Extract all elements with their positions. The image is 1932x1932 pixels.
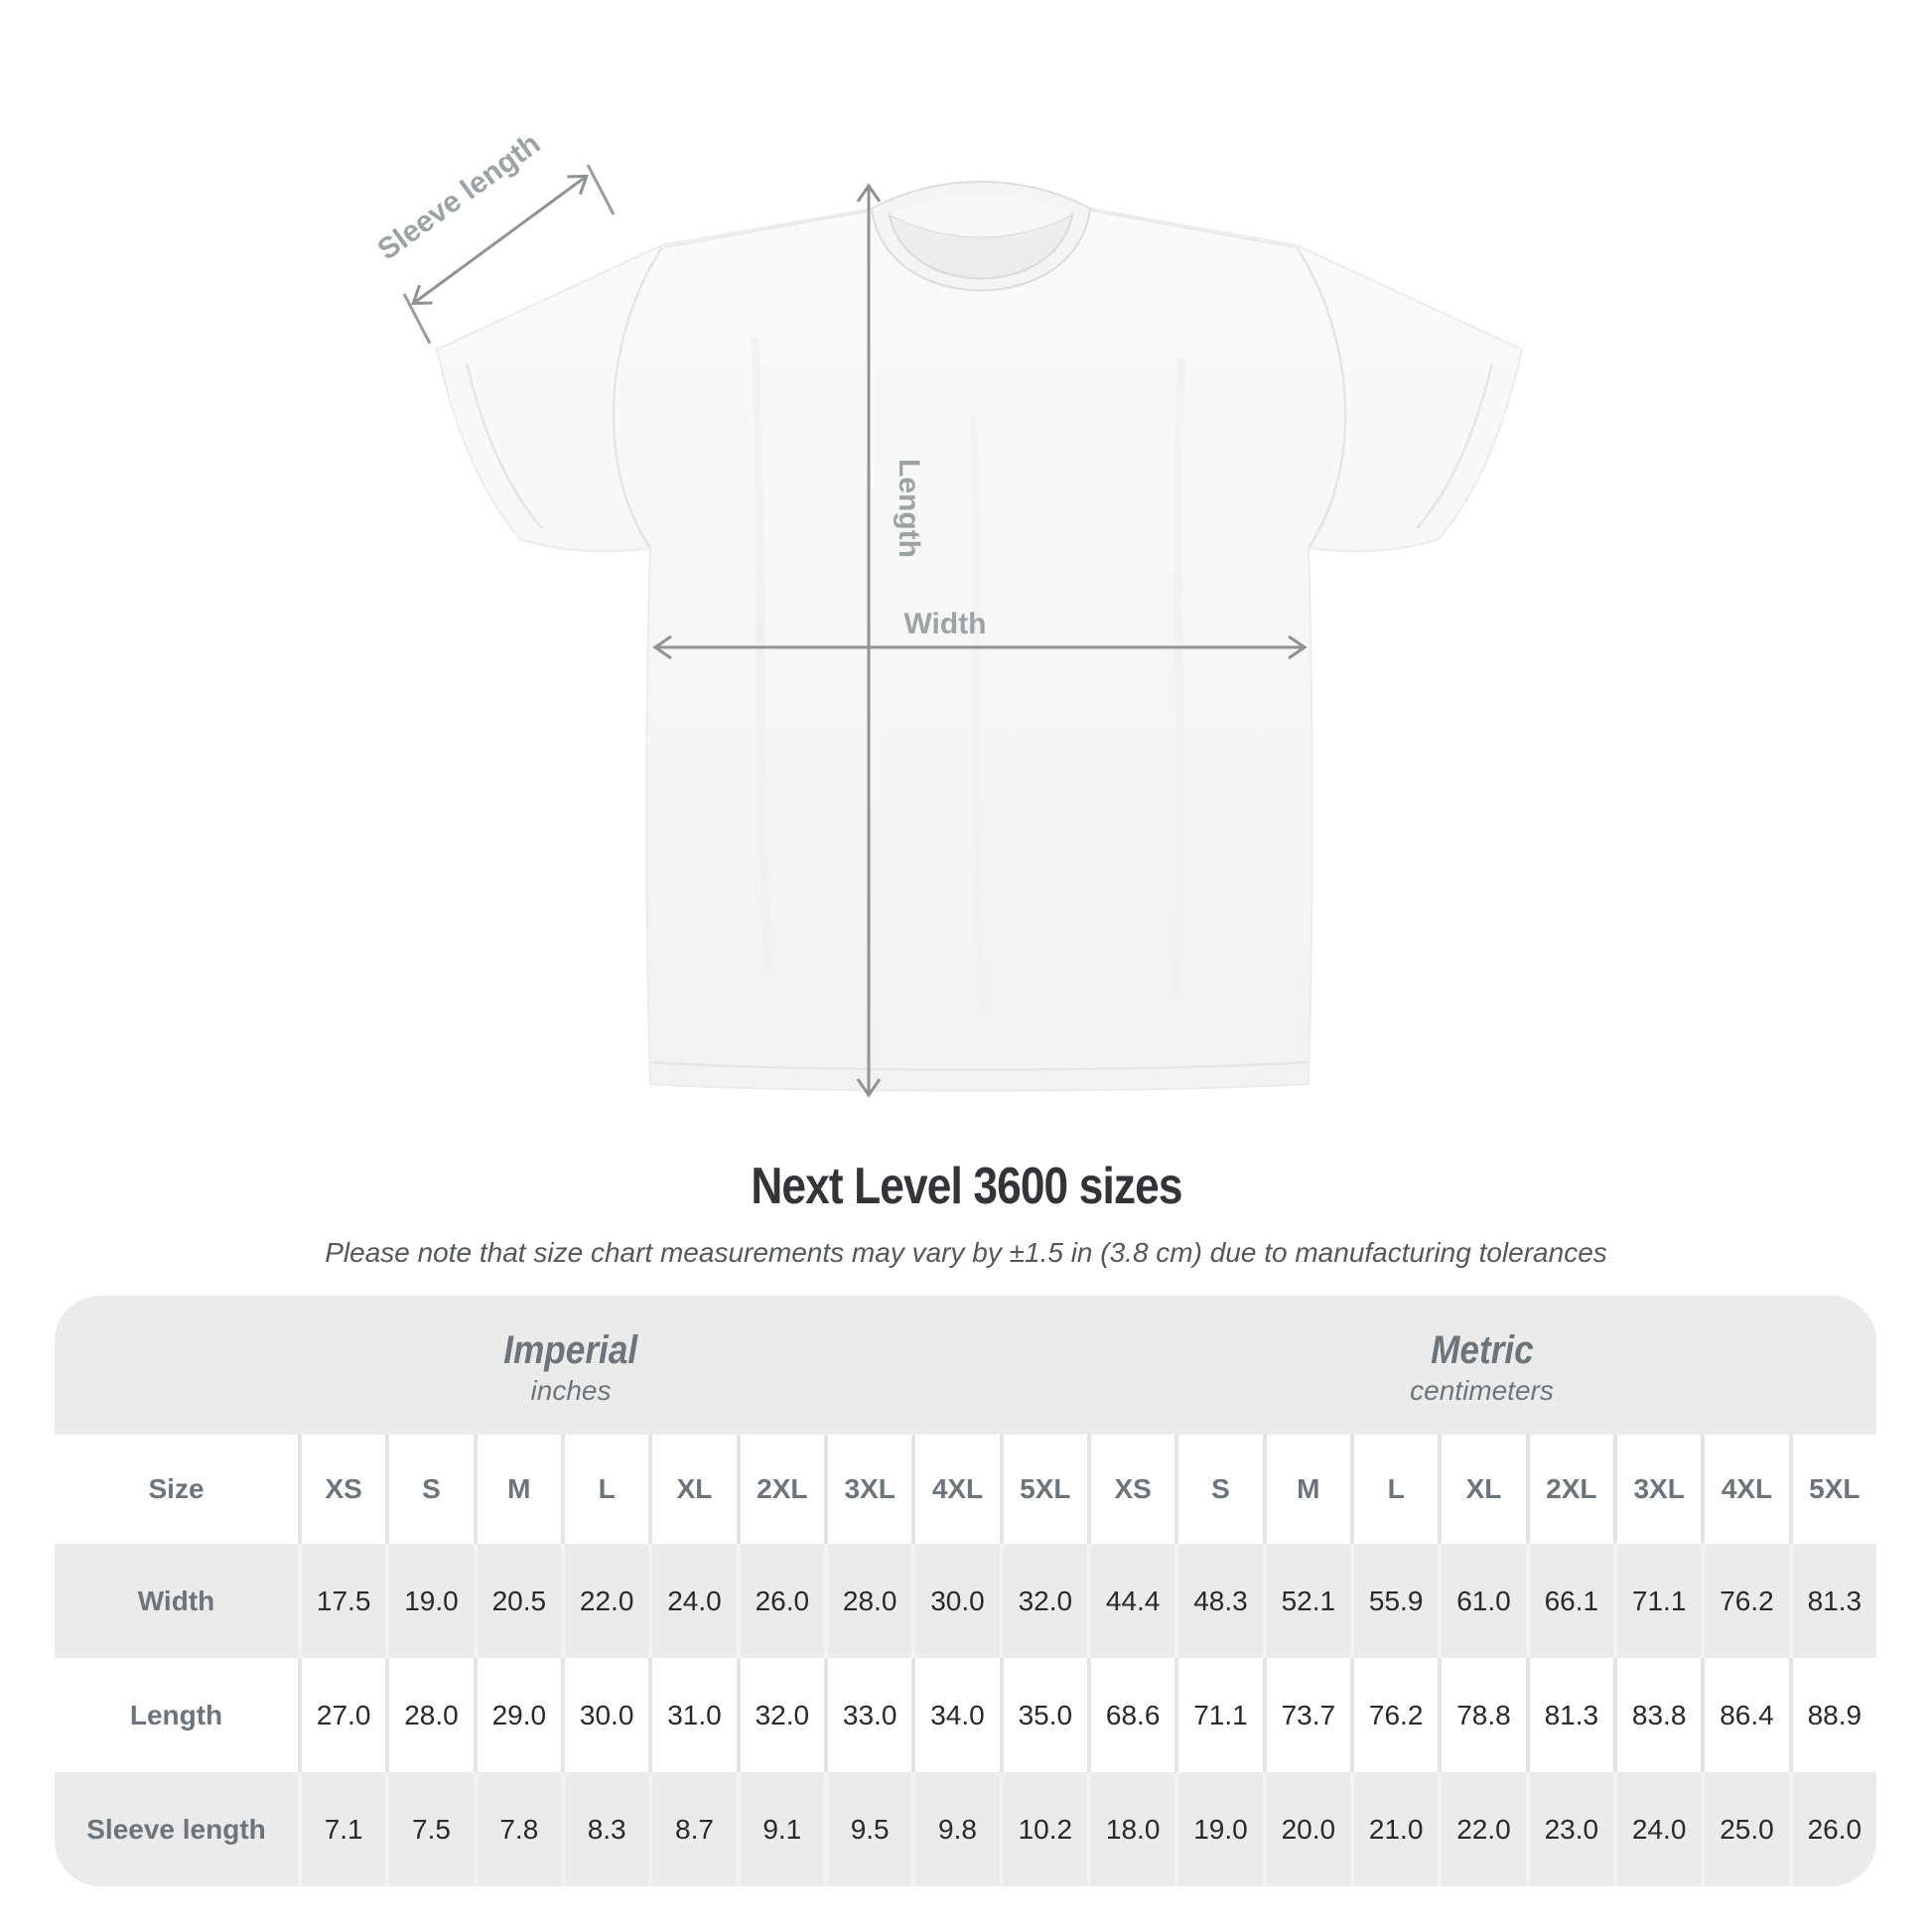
sleeve-value: 9.1 (737, 1772, 824, 1886)
size-header: S (385, 1435, 473, 1544)
width-value: 19.0 (385, 1544, 473, 1658)
length-value: 81.3 (1526, 1658, 1613, 1772)
row-label-length: Length (55, 1658, 298, 1772)
size-header: L (1350, 1435, 1438, 1544)
width-value: 52.1 (1263, 1544, 1350, 1658)
sleeve-value: 9.8 (911, 1772, 999, 1886)
sleeve-value: 23.0 (1526, 1772, 1613, 1886)
width-value: 32.0 (1000, 1544, 1087, 1658)
size-header: M (474, 1435, 561, 1544)
sleeve-value: 26.0 (1789, 1772, 1876, 1886)
sleeve-value: 18.0 (1087, 1772, 1174, 1886)
width-value: 28.0 (824, 1544, 911, 1658)
size-header: XS (298, 1435, 385, 1544)
length-value: 73.7 (1263, 1658, 1350, 1772)
size-header: M (1263, 1435, 1350, 1544)
width-value: 48.3 (1174, 1544, 1262, 1658)
length-value: 28.0 (385, 1658, 473, 1772)
page-title: Next Level 3600 sizes (750, 1158, 1182, 1215)
size-header: XL (648, 1435, 736, 1544)
length-value: 68.6 (1087, 1658, 1174, 1772)
size-header: L (561, 1435, 648, 1544)
length-value: 27.0 (298, 1658, 385, 1772)
width-value: 17.5 (298, 1544, 385, 1658)
length-value: 30.0 (561, 1658, 648, 1772)
sleeve-value: 19.0 (1174, 1772, 1262, 1886)
row-label-sleeve-length: Sleeve length (55, 1772, 298, 1886)
length-value: 76.2 (1350, 1658, 1438, 1772)
imperial-group-header (55, 1296, 1087, 1435)
length-value: 32.0 (737, 1658, 824, 1772)
title-block (0, 1160, 1932, 1268)
sleeve-value: 25.0 (1701, 1772, 1788, 1886)
width-value: 55.9 (1350, 1544, 1438, 1658)
size-column-header: Size (55, 1435, 298, 1544)
imperial-label: Imperial (503, 1327, 638, 1372)
length-value: 71.1 (1174, 1658, 1262, 1772)
sleeve-value: 8.3 (561, 1772, 648, 1886)
sleeve-value: 22.0 (1438, 1772, 1525, 1886)
length-value: 83.8 (1613, 1658, 1701, 1772)
length-value: 78.8 (1438, 1658, 1525, 1772)
size-header: XS (1087, 1435, 1174, 1544)
sleeve-value: 7.5 (385, 1772, 473, 1886)
width-value: 26.0 (737, 1544, 824, 1658)
width-value: 81.3 (1789, 1544, 1876, 1658)
sleeve-value: 24.0 (1613, 1772, 1701, 1886)
imperial-unit: inches (530, 1374, 612, 1406)
width-value: 71.1 (1613, 1544, 1701, 1658)
sleeve-value: 7.8 (474, 1772, 561, 1886)
length-value: 88.9 (1789, 1658, 1876, 1772)
width-value: 22.0 (561, 1544, 648, 1658)
width-value: 20.5 (474, 1544, 561, 1658)
size-header: 5XL (1789, 1435, 1876, 1544)
size-header: 3XL (1613, 1435, 1701, 1544)
width-value: 76.2 (1701, 1544, 1788, 1658)
size-header: XL (1438, 1435, 1525, 1544)
metric-label: Metric (1430, 1327, 1534, 1372)
length-label: Length (893, 459, 925, 558)
length-value: 34.0 (911, 1658, 999, 1772)
length-value: 35.0 (1000, 1658, 1087, 1772)
size-header: 3XL (824, 1435, 911, 1544)
width-value: 66.1 (1526, 1544, 1613, 1658)
width-value: 61.0 (1438, 1544, 1525, 1658)
row-label-width: Width (55, 1544, 298, 1658)
metric-group-header (1087, 1296, 1876, 1435)
width-value: 44.4 (1087, 1544, 1174, 1658)
page-subtitle: Please note that size chart measurements may vary by ±1.5 in (3.8 cm) due to manufacturing tolerances (325, 1236, 1607, 1268)
sleeve-value: 20.0 (1263, 1772, 1350, 1886)
sleeve-value: 10.2 (1000, 1772, 1087, 1886)
size-header: 4XL (911, 1435, 999, 1544)
width-value: 24.0 (648, 1544, 736, 1658)
width-label: Width (903, 608, 987, 640)
length-value: 33.0 (824, 1658, 911, 1772)
sleeve-value: 8.7 (648, 1772, 736, 1886)
size-header: 2XL (1526, 1435, 1613, 1544)
size-header: 5XL (1000, 1435, 1087, 1544)
size-header: S (1174, 1435, 1262, 1544)
sleeve-value: 21.0 (1350, 1772, 1438, 1886)
sleeve-arrow-tick-top (588, 165, 614, 214)
length-value: 31.0 (648, 1658, 736, 1772)
size-table (55, 1296, 1876, 1886)
length-value: 29.0 (474, 1658, 561, 1772)
sleeve-length-label: Sleeve length (371, 127, 547, 267)
sleeve-value: 9.5 (824, 1772, 911, 1886)
wrinkle (1176, 357, 1181, 993)
size-header: 2XL (737, 1435, 824, 1544)
length-value: 86.4 (1701, 1658, 1788, 1772)
metric-unit: centimeters (1410, 1374, 1554, 1406)
sleeve-value: 7.1 (298, 1772, 385, 1886)
width-value: 30.0 (911, 1544, 999, 1658)
size-header: 4XL (1701, 1435, 1788, 1544)
